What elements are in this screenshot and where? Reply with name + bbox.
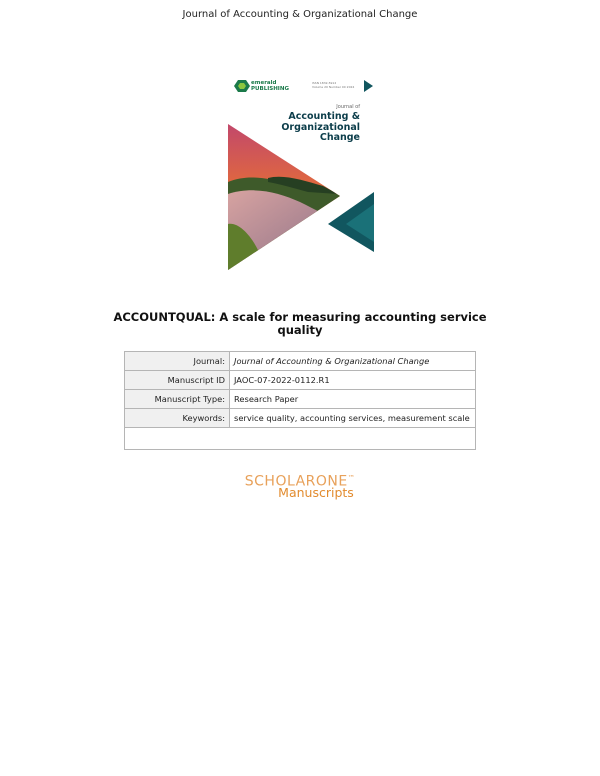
manuscript-id-value: JAOC-07-2022-0112.R1 [230,371,476,390]
table-row [125,371,476,390]
table-row [125,409,476,428]
cover-issn: ISSN 1832-5912 Volume 20 Number 00 2024 [312,81,355,89]
table-row-empty [125,428,476,450]
manuscript-type-label: Manuscript Type: [125,390,230,409]
keywords-value: service quality, accounting services, measurement scale [230,409,476,428]
journal-value: Journal of Accounting & Organizational Change [230,352,476,371]
scholarone-logo-text: SCHOLARONE [244,473,348,490]
scholarone-manuscripts-text: Manuscripts [278,485,354,500]
running-header: Journal of Accounting & Organizational Change [182,9,418,20]
table-row [125,352,476,371]
trademark-mark: ™ [347,474,356,482]
paper-title: ACCOUNTQUAL: A scale for measuring accounting service quality [113,310,487,337]
table-row [125,390,476,409]
manuscript-id-label: Manuscript ID [125,371,230,390]
journal-cover-image [228,74,374,270]
keywords-label: Keywords: [125,409,230,428]
cover-journal-title: Accounting & Organizational Change [281,111,360,143]
cover-journal-of: Journal of [336,104,360,110]
publisher-logo-text: emerald PUBLISHING [251,80,289,92]
empty-cell [125,428,476,450]
journal-label: Journal: [125,352,230,371]
manuscript-metadata-table [124,351,476,450]
manuscript-type-value: Research Paper [230,390,476,409]
